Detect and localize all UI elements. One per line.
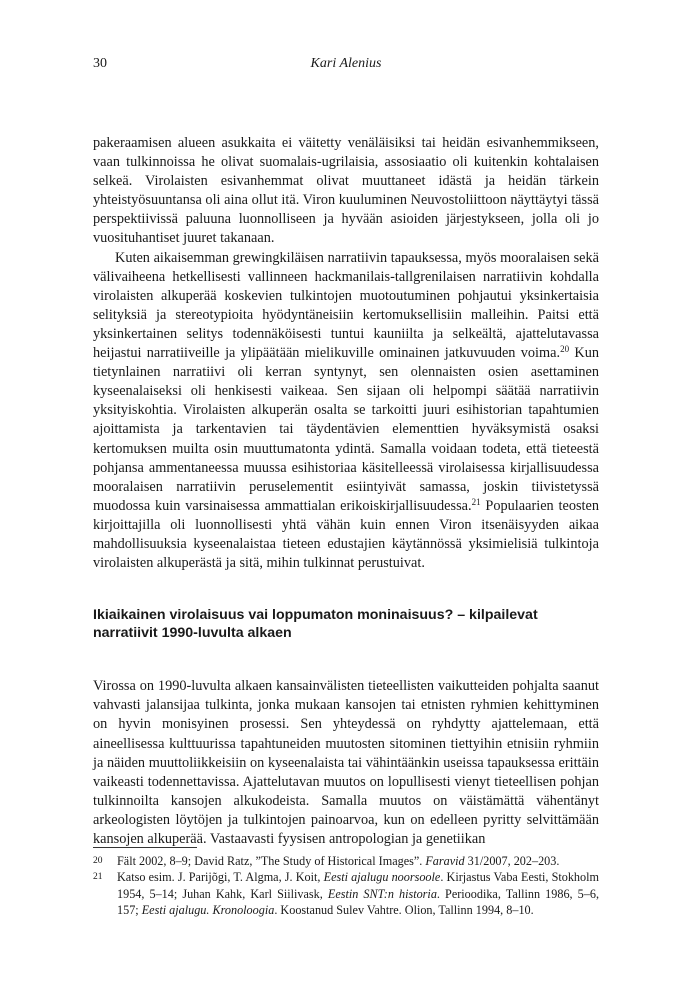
footnote-title: Eesti ajalugu noorsoole <box>323 870 441 885</box>
page-header <box>93 56 599 76</box>
footnote-text-part: . Koostanud Sulev Vahtre. Olion, Tallinn 1994, 8–10. <box>274 903 534 918</box>
footnote-text <box>117 869 599 918</box>
footnote-number: 21 <box>93 872 103 883</box>
paragraph-3: Virossa on 1990-luvulta alkaen kansainvälisten tieteellisten vaikutteiden pohjalta saanut vahvasti jalansijaa tulkinta, jonka mukaan kansojen tai etnisten ryhmien kehittyminen on hyvin monisyinen prosessi. Sen yhteydessä on ryhdytty ajattelemaan, että aineellisessa kulttuurissa tapahtuneiden muutosten sitominen tiettyihin etnisiin ryhmiin ja näiden muuttoliikkeisiin on kyseenalaista tai vähintäänkin useissa tapauksessa erittäin vaikeasti todennettavissa. Ajattelutavan muutos on lopullisesti vienyt tieteellisen pohjan tulkinnoilta kansojen alkukodeista. Samalla muutos on väistämättä vähentänyt arkeologisten löytöjen ja tulkintojen painoarvoa, kun on edelleen pyritty selvittämään kansojen alkuperää. Vastaavasti fyysisen antropologian ja genetiikan <box>93 678 599 848</box>
footnote-21 <box>93 869 599 918</box>
footnote-text-part: . Perioodika, Tallinn 1986, 5–6, 157; <box>117 886 599 918</box>
footnote-divider <box>93 847 197 848</box>
paragraph-2-part-2: Kun tietynlainen narratiivi oli kerran syntynyt, sen olennaisten osien asettaminen kyseenalaiseksi oli henkisesti vaikeaa. Sen sijaan oli helpompi säätää narratiivin yksityiskohtia. Virolaisten alkuperän osalta se tarkoitti juuri esihistorian tapahtumien ajoittamista ja tarkentavien tai täydentävien elementtien hyväksymistä osaksi kertomuksen muilta osin muuttumatonta ydintä. Samalla voidaan todeta, että tieteestä pohjansa ammentaneessa muussa esihistoriaa käsitelleessä virolaisessa kirjallisuudessa mooralaisen narratiivin peruselementit esiintyivät samassa, joskin tiivistetyssä muodossa kuin varsinaisessa ammattialan erikoiskirjallisuudessa. <box>93 345 600 514</box>
paragraph-2-part-1: Kuten aikaisemman grewingkiläisen narratiivin tapauksessa, myös mooralaisen sekä välivaiheena hetkellisesti vallinneen hackmanilais-tallgrenilaisen narratiivin kohdalla virolaisten alkuperää koskevien tulkintojen muotoutuminen pohjautui yksinkertaisia selityksiä ja stereotypioita hyödyntäneisiin kertomuksellisiin malleihin. Paitsi että yksinkertainen selitys todennäköisesti tuntui kauniilta ja selkeältä, ajattelutavassa heijastui narratiiveille ja ylipäätään mielikuville ominainen jatkuvuuden voima. <box>93 249 599 362</box>
body-text-top <box>93 134 599 573</box>
paragraph-2-part-3: Populaarien teosten kirjoittajilla oli luonnollisesti yhtä vähän kuin ennen Viron itsenäisyyden aikaa mahdollisuuksia kyseenalaistaa tieteen edustajien käytännössä yksimielisiä tulkintoja virolaisten alkuperästä ja sitä, mihin tulkinnat perustuivat. <box>93 497 599 572</box>
paragraph-1: pakeraamisen alueen asukkaita ei väitetty venäläisiksi tai heidän esivanhemmikseen, vaan tulkinnoissa he olivat suomalais-ugrilaisia, assosiaatio oli kuitenkin kohtalaisen selkeä. Virolaisten esivanhemmat olivat muuttaneet idästä ja heidän tärkein yhteistyösuuntansa oli aina ollut itä. Viron kuuluminen Neuvostoliittoon näyttäytyi tässä perspektiivissä paluuna luonnolliseen ja hyvään asioiden järjestykseen, jolla oli jo vuosituhantiset juuret takanaan. <box>93 135 599 247</box>
body-text-bottom <box>93 663 599 863</box>
running-head: Kari Alenius <box>310 56 382 71</box>
footnote-text <box>117 853 599 869</box>
footnote-text-part: . Kirjastus Vaba Eesti, Stokholm 1954, 5–14; Juhan Kahk, Karl Siilivask, <box>117 870 599 901</box>
footnote-text-part: 31/2007, 202–203. <box>464 854 560 868</box>
footnote-number: 20 <box>93 856 103 866</box>
footnote-title: Eesti ajalugu. Kronoloogia <box>141 903 275 918</box>
footnote-ref-20[interactable]: 20 <box>560 344 570 355</box>
section-heading: Ikiaikainen virolaisuus vai loppumaton moninaisuus? – kilpailevat narratiivit 1990-luvulta alkaen <box>93 607 538 641</box>
footnote-20 <box>93 853 599 869</box>
footnote-text-part: Fält 2002, 8–9; David Ratz, ”The Study of Historical Images”. <box>117 854 426 868</box>
footnote-text-part: Katso esim. J. Parijõgi, T. Algma, J. Koit, <box>117 870 324 885</box>
footnote-title: Faravid <box>425 854 465 868</box>
paragraph-2 <box>93 249 599 574</box>
footnote-ref-21[interactable]: 21 <box>471 496 481 507</box>
footnotes <box>93 853 599 919</box>
footnote-title: Eestin SNT:n historia <box>327 886 437 901</box>
page-number: 30 <box>93 56 107 71</box>
